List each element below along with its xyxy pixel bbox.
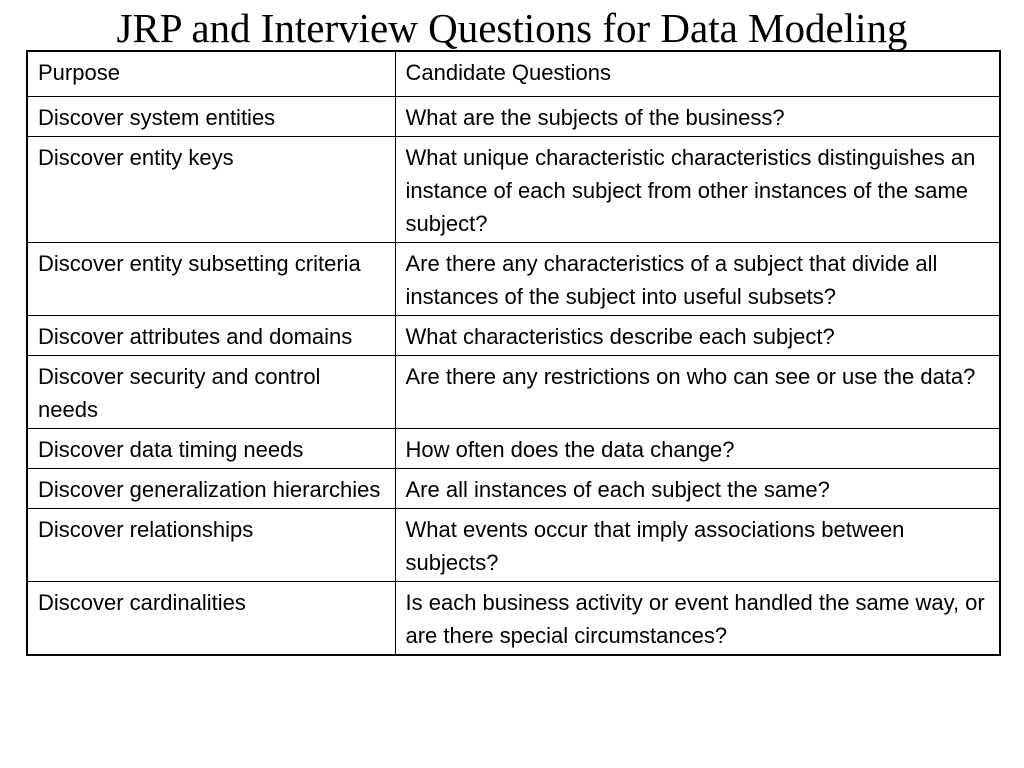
table-row (27, 509, 1000, 582)
table-row (27, 243, 1000, 316)
table-row (27, 582, 1000, 656)
table-header-row (27, 51, 1000, 97)
question-cell: Is each business activity or event handled the same way, or are there special circumstances? (395, 582, 1000, 656)
purpose-cell: Discover relationships (27, 509, 395, 582)
table-row (27, 356, 1000, 429)
table-row (27, 429, 1000, 469)
question-cell: What are the subjects of the business? (395, 97, 1000, 137)
purpose-cell: Discover entity keys (27, 137, 395, 243)
purpose-cell: Discover data timing needs (27, 429, 395, 469)
question-cell: Are all instances of each subject the same? (395, 469, 1000, 509)
purpose-cell: Discover generalization hierarchies (27, 469, 395, 509)
questions-table (26, 50, 1001, 656)
table-row (27, 316, 1000, 356)
header-candidate-questions: Candidate Questions (395, 51, 1000, 97)
question-cell: How often does the data change? (395, 429, 1000, 469)
question-cell: What characteristics describe each subject? (395, 316, 1000, 356)
question-cell: Are there any restrictions on who can see or use the data? (395, 356, 1000, 429)
question-cell: What events occur that imply associations between subjects? (395, 509, 1000, 582)
header-purpose: Purpose (27, 51, 395, 97)
slide-title: JRP and Interview Questions for Data Modeling (116, 5, 908, 51)
purpose-cell: Discover attributes and domains (27, 316, 395, 356)
purpose-cell: Discover security and control needs (27, 356, 395, 429)
question-cell: Are there any characteristics of a subject that divide all instances of the subject into useful subsets? (395, 243, 1000, 316)
purpose-cell: Discover entity subsetting criteria (27, 243, 395, 316)
table-row (27, 469, 1000, 509)
purpose-cell: Discover cardinalities (27, 582, 395, 656)
question-cell: What unique characteristic characteristics distinguishes an instance of each subject from other instances of the same subject? (395, 137, 1000, 243)
table-row (27, 97, 1000, 137)
purpose-cell: Discover system entities (27, 97, 395, 137)
table-row (27, 137, 1000, 243)
